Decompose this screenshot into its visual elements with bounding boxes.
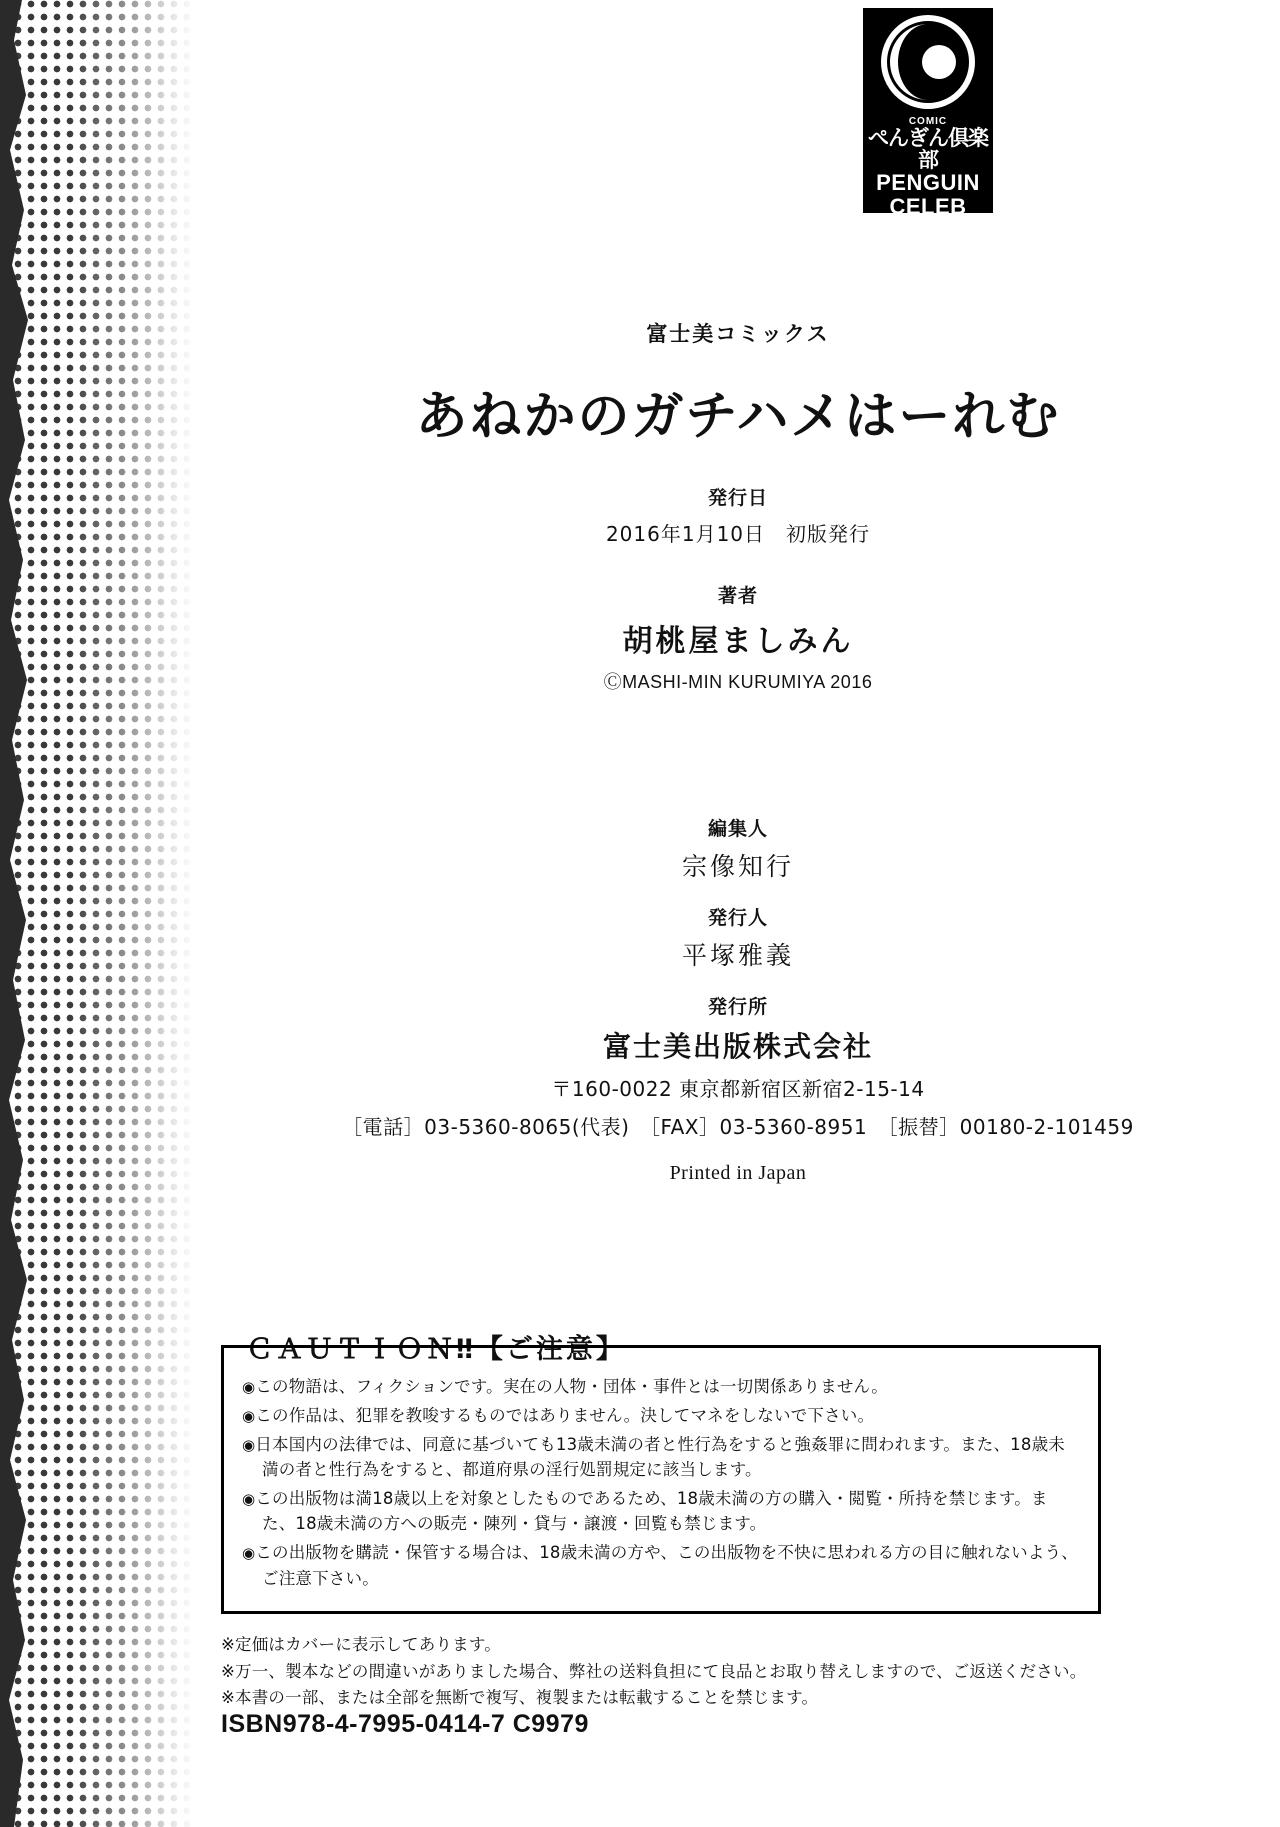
halftone-decoration-strip — [0, 0, 196, 1827]
publisher-field — [196, 992, 1280, 1140]
publisher-person-label: 発行人 — [707, 907, 768, 929]
caution-item — [242, 1540, 1080, 1590]
isbn-code: ISBN978-4-7995-0414-7 C9979 — [221, 1710, 589, 1738]
caution-item-text: この出版物を購読・保管する場合は、18歳未満の方や、この出版物を不快に思われる方の目に触れないよう、ご注意下さい。 — [255, 1543, 1078, 1588]
bullet-icon: ◉ — [242, 1436, 256, 1455]
logo-kana-text: ぺんぎん倶楽部 — [868, 126, 988, 173]
editor-field — [196, 814, 1280, 883]
editor-value: 宗像知行 — [681, 852, 794, 881]
colophon — [196, 0, 1280, 1185]
publisher-value: 富士美出版株式会社 — [602, 1030, 873, 1063]
imprint-label: 富士美コミックス — [646, 322, 830, 346]
copyright-line: ⒸMASHI-MIN KURUMIYA 2016 — [603, 672, 873, 692]
printed-in-japan: Printed in Japan — [669, 1162, 807, 1184]
torn-paper-edge — [0, 0, 34, 1827]
caution-item — [242, 1486, 1080, 1536]
page-title: あねかのガチハメはーれむ — [415, 387, 1061, 447]
caution-item-text: この物語は、フィクションです。実在の人物・団体・事件とは一切関係ありません。 — [255, 1377, 888, 1396]
author-field — [196, 581, 1280, 694]
caution-item-text: この作品は、犯罪を教唆するものではありません。決してマネをしないで下さい。 — [255, 1406, 875, 1426]
logo-penguin-text: PENGUIN — [876, 170, 980, 196]
bullet-icon: ◉ — [242, 1378, 256, 1396]
publisher-person-field — [196, 903, 1280, 972]
caution-item — [242, 1374, 1080, 1399]
caution-box — [221, 1345, 1101, 1614]
caution-item-text: この出版物は満18歳以上を対象としたものであるため、18歳未満の方の購入・閲覧・所持を禁じます。また、18歳未満の方への販売・陳列・貸与・譲渡・回覧も禁じます。 — [255, 1489, 1048, 1534]
editor-label: 編集人 — [707, 818, 768, 840]
footnote: ※本書の一部、または全部を無断で複写、複製または転載することを禁じます。 — [221, 1688, 819, 1708]
caution-item-text: 日本国内の法律では、同意に基づいても13歳未満の者と性行為をすると強姦罪に問われます。また、18歳未満の者と性行為をすると、都道府県の淫行処罰規定に該当します。 — [255, 1435, 1065, 1480]
publisher-person-value: 平塚雅義 — [681, 941, 794, 970]
logo-celeb-text: CELEB — [889, 193, 967, 219]
footnote: ※万一、製本などの間違いがありました場合、弊社の送料負担にて良品とお取り替えしますので、ご返送ください。 — [221, 1661, 1087, 1681]
footnotes — [221, 1632, 1121, 1712]
caution-item — [242, 1403, 1080, 1428]
publisher-contact: ［電話］03-5360-8065(代表) ［FAX］03-5360-8951 ［振替］00180-2-101459 — [342, 1115, 1134, 1139]
publisher-address: 〒160-0022 東京都新宿区新宿2-15-14 — [551, 1077, 925, 1101]
publication-date-value: 2016年1月10日 初版発行 — [605, 522, 871, 546]
footnote: ※定価はカバーに表示してあります。 — [221, 1635, 501, 1654]
caution-item — [242, 1432, 1080, 1482]
bullet-icon: ◉ — [242, 1407, 256, 1426]
author-label: 著者 — [717, 585, 758, 607]
author-value: 胡桃屋ましみん — [622, 624, 854, 659]
halftone-dot-pattern — [14, 0, 196, 1827]
logo-comic-label: COMIC — [908, 116, 948, 127]
publication-date-label: 発行日 — [707, 487, 768, 509]
bullet-icon: ◉ — [242, 1490, 256, 1509]
publisher-label: 発行所 — [707, 996, 768, 1018]
caution-title: ＣＡＵＴＩＯＮ‼【ご注意】 — [236, 1327, 636, 1366]
bullet-icon: ◉ — [242, 1544, 256, 1563]
publication-date-field — [196, 483, 1280, 547]
